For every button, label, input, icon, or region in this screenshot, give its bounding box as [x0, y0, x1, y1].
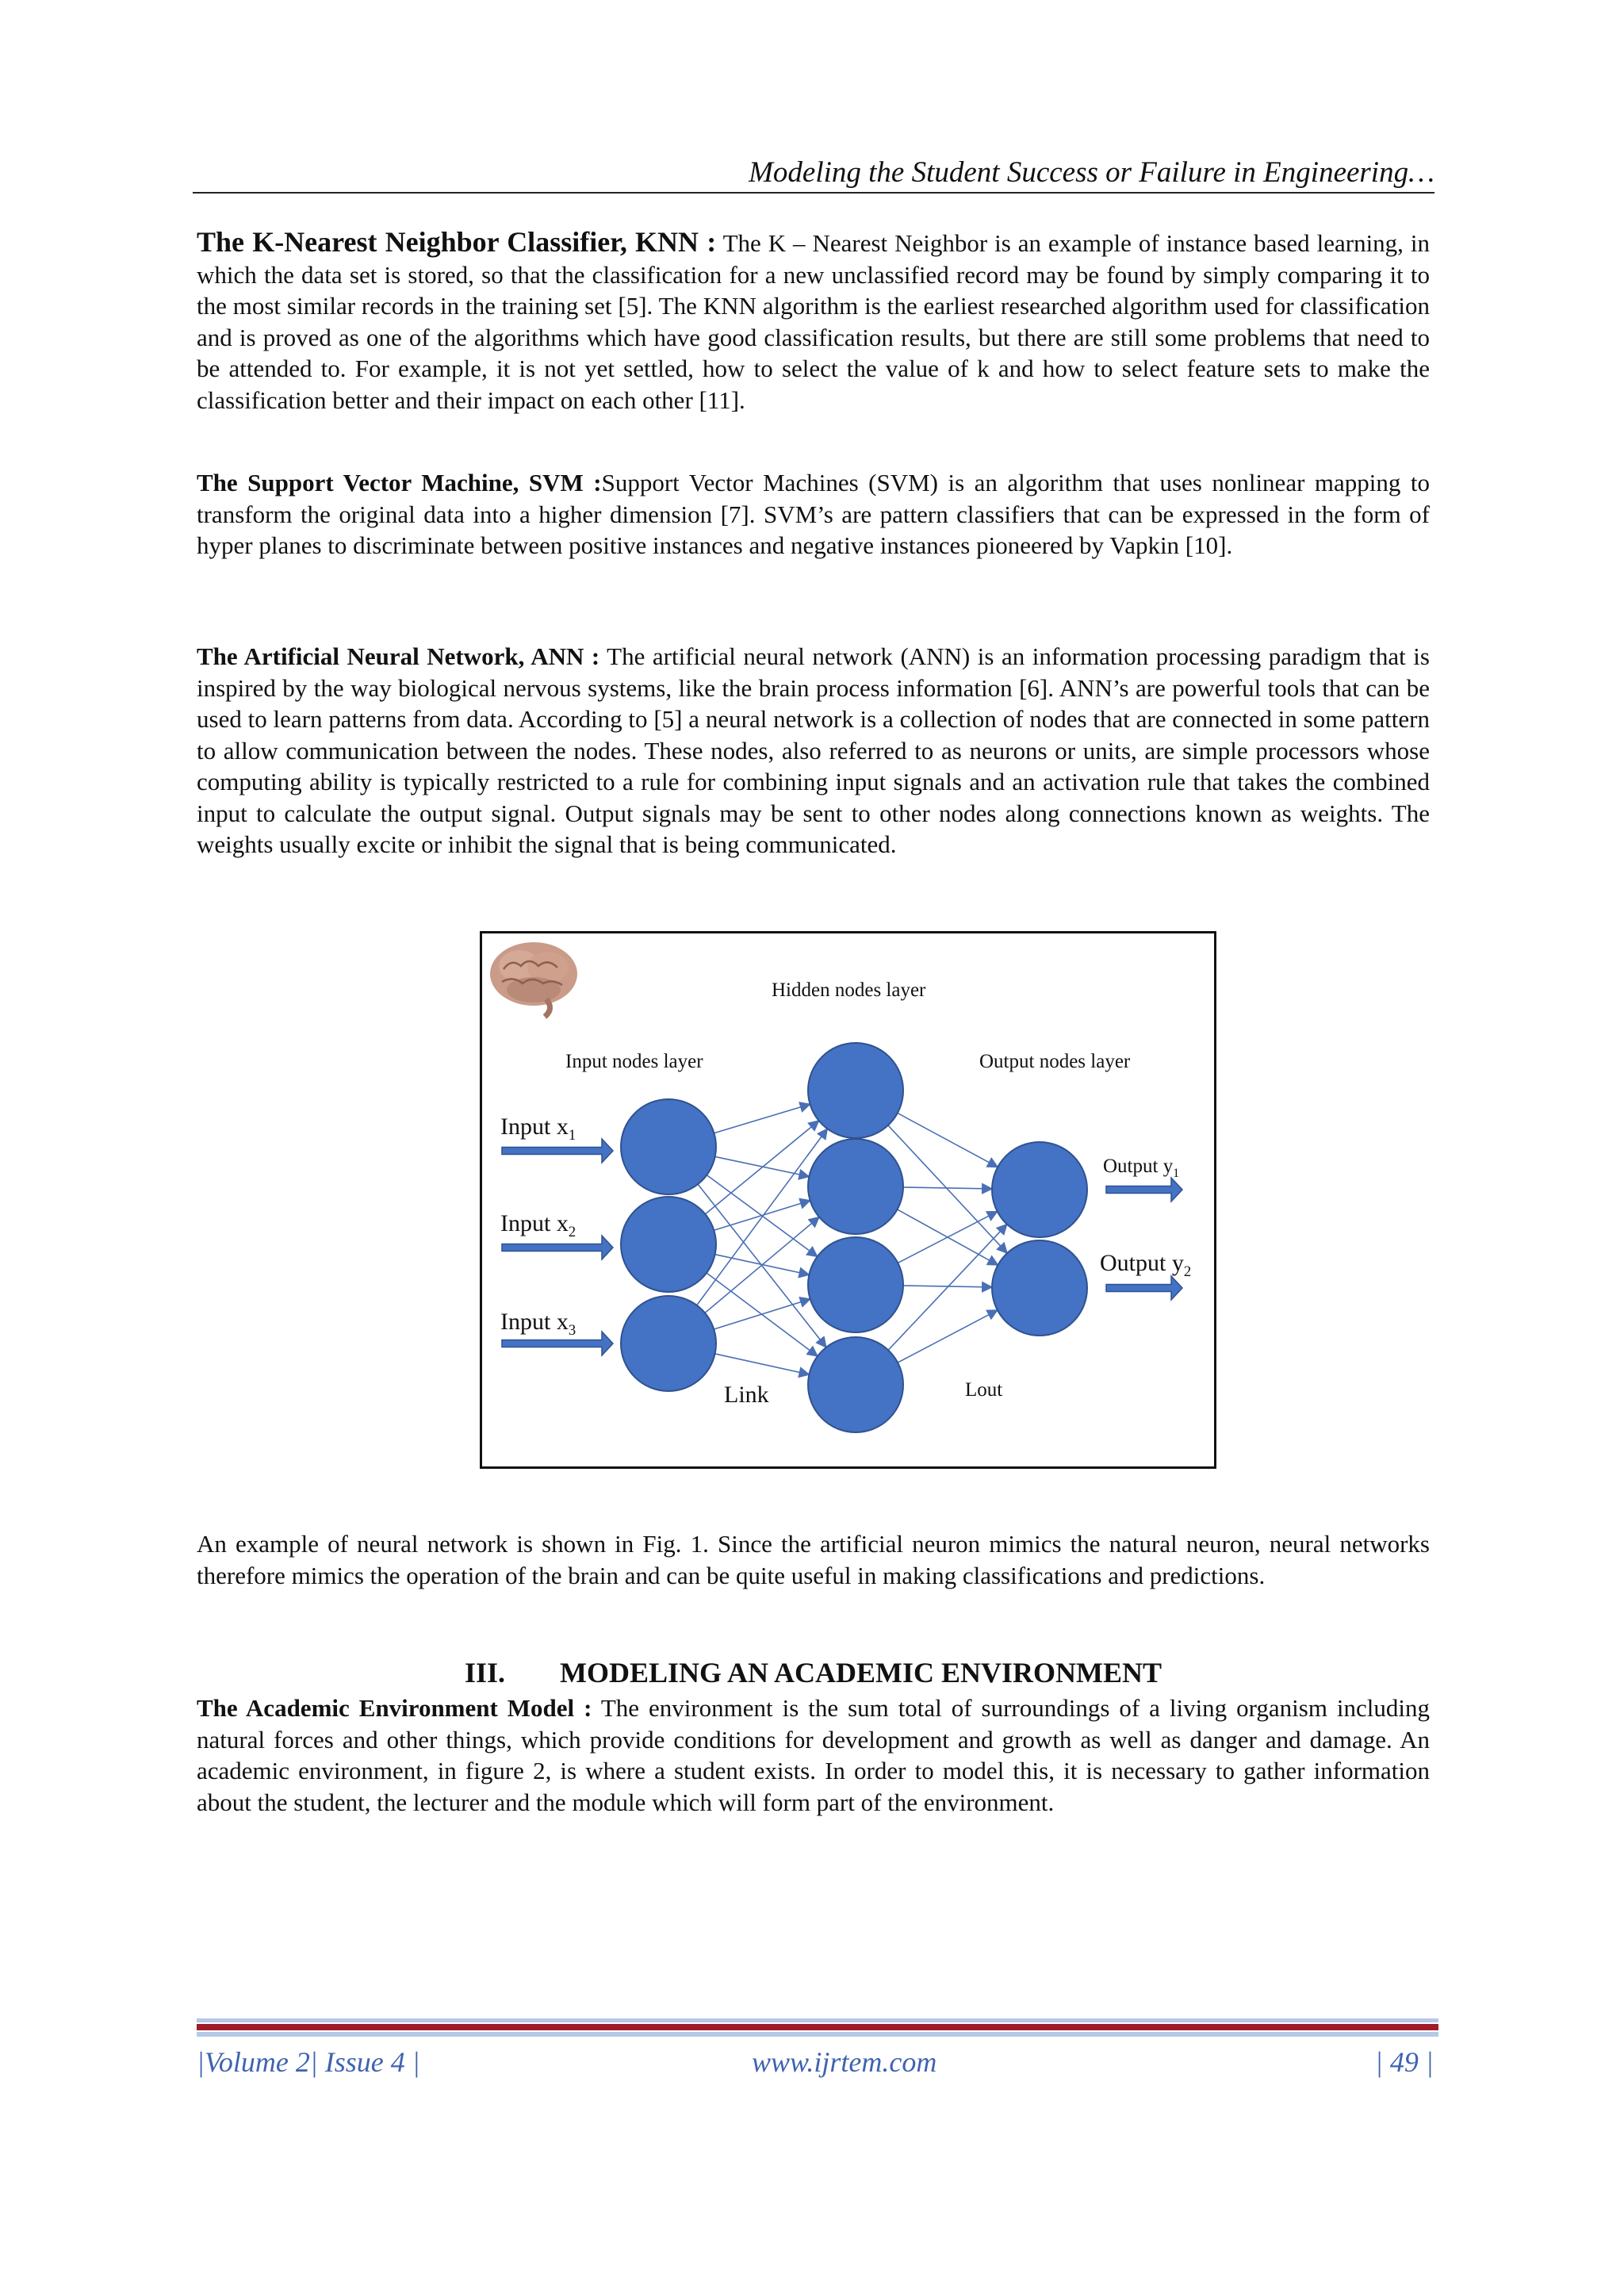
link-label: Link	[724, 1382, 769, 1408]
env-body: The environment is the sum total of surroundings of a living organism including natural forces and other things, which provide conditions for development and growth as well as danger and damage. An academic environment, in figure 2, is where a student exists. In order to model this, it is necessary to gather information about the student, the lecturer and the module which will form part of the environment.	[197, 1694, 1430, 1816]
neural-network-diagram	[480, 931, 1216, 1469]
header-rule	[193, 192, 1434, 194]
paragraph-ann	[197, 641, 1430, 861]
paragraph-example	[197, 1528, 1430, 1591]
env-lead: The Academic Environment Model :	[197, 1694, 592, 1722]
hidden-layer-label: Hidden nodes layer	[772, 979, 926, 1001]
knn-body: The K – Nearest Neighbor is an example of instance based learning, in which the data set is stored, so that the classification for a new unclassified record may be found by simply comparing it to the most similar records in the training set [5]. The KNN algorithm is the earliest researched algorithm used for classification and is proved as one of the algorithms which have good classification results, but there are still some problems that need to be attended to. For example, it is not yet settled, how to select the value of k and how to select feature sets to make the classification better and their impact on each other [11].	[197, 229, 1430, 414]
knn-lead: The K-Nearest Neighbor Classifier, KNN :	[197, 226, 717, 258]
input-1-label: Input $x_1$	[500, 1114, 576, 1144]
input-layer-label: Input nodes layer	[565, 1051, 703, 1072]
input-node-3	[621, 1296, 716, 1391]
running-title: Modeling the Student Success or Failure in Engineering…	[749, 156, 1434, 189]
hidden-node-3	[808, 1237, 903, 1332]
footer-page-number: | 49 |	[1375, 2046, 1434, 2078]
paragraph-svm	[197, 467, 1430, 562]
input-node-1	[621, 1099, 716, 1194]
hidden-node-4	[808, 1337, 903, 1432]
ann-body: The artificial neural network (ANN) is an information processing paradigm that is inspired by the way biological nervous systems, like the brain process information [6]. ANN’s are powerful tools that can be used to learn patterns from data. According to [5] a neural network is a collection of nodes that are connected in some pattern to allow communication between the nodes. These nodes, also referred to as neurons or units, are simple processors whose computing ability is typically restricted to a rule for combining input signals and an activation rule that takes the combined input to calculate the output signal. Output signals may be sent to other nodes along connections known as weights. The weights usually excite or inhibit the signal that is being communicated.	[197, 642, 1430, 858]
footer-rule-middle	[197, 2024, 1438, 2030]
paragraph-knn	[197, 227, 1430, 416]
svm-lead: The Support Vector Machine, SVM :	[197, 469, 602, 496]
footer-volume-issue: |Volume 2| Issue 4 |	[197, 2046, 420, 2078]
footer-website: www.ijrtem.com	[752, 2046, 937, 2078]
section-heading-3	[197, 1655, 1430, 1690]
footer-rule-bottom	[197, 2032, 1438, 2037]
ann-lead: The Artificial Neural Network, ANN :	[197, 642, 600, 670]
hidden-node-1	[808, 1043, 903, 1138]
input-node-2	[621, 1197, 716, 1292]
section-number: III.	[464, 1657, 505, 1688]
section-title: MODELING AN ACADEMIC ENVIRONMENT	[559, 1657, 1162, 1688]
output-node-1	[992, 1142, 1087, 1237]
lout-label: Lout	[965, 1379, 1003, 1401]
output-node-2	[992, 1240, 1087, 1336]
output-2-label: Output $y_2$	[1100, 1250, 1192, 1280]
footer-rule-top	[197, 2018, 1438, 2022]
input-3-label: Input $x_3$	[500, 1309, 576, 1339]
example-body: An example of neural network is shown in Fig. 1. Since the artificial neuron mimics the natural neuron, neural networks therefore mimics the operation of the brain and can be quite useful in making classifications and predictions.	[197, 1530, 1430, 1589]
input-2-label: Input $x_2$	[500, 1210, 576, 1240]
output-1-label: Output $y_1$	[1103, 1156, 1179, 1180]
hidden-node-2	[808, 1139, 903, 1234]
svm-body: Support Vector Machines (SVM) is an algorithm that uses nonlinear mapping to transform the original data into a higher dimension [7]. SVM’s are pattern classifiers that can be expressed in the form of hyper planes to discriminate between positive instances and negative instances pioneered by Vapkin [10].	[197, 469, 1431, 559]
neural-network-figure	[480, 931, 1216, 1469]
output-layer-label: Output nodes layer	[979, 1051, 1131, 1072]
paragraph-environment	[197, 1692, 1430, 1818]
